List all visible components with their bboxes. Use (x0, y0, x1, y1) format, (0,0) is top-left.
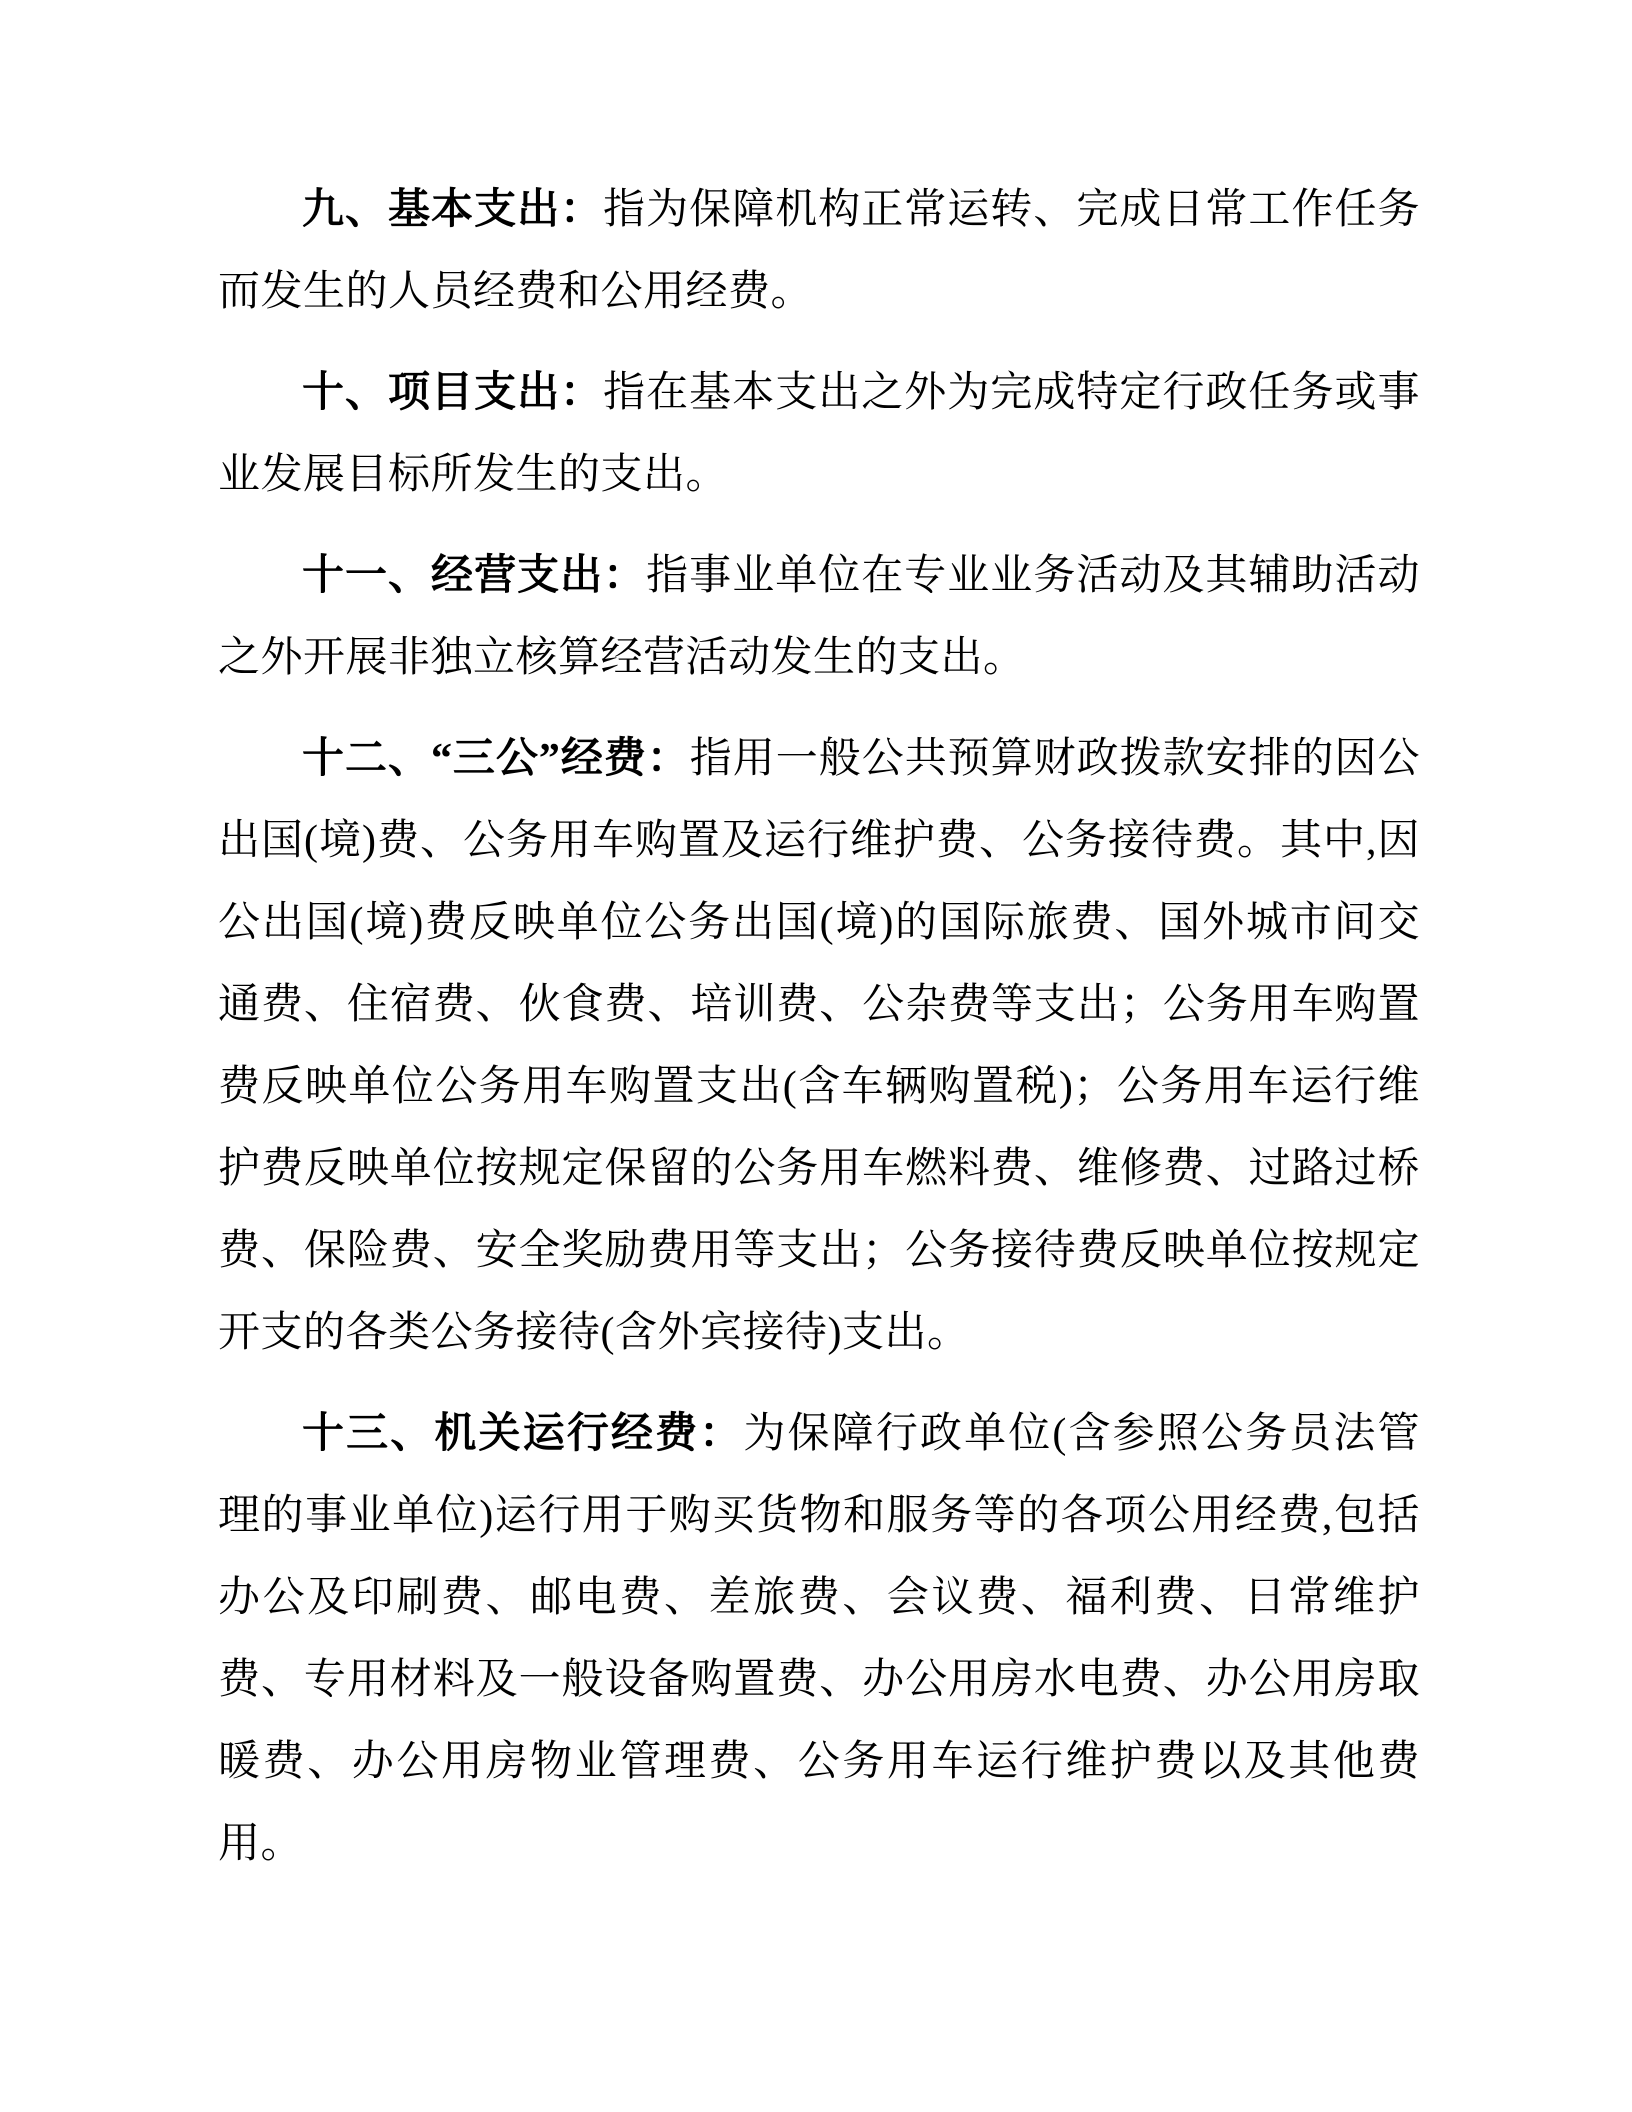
paragraph-heading: 十二、“三公”经费： (302, 736, 690, 782)
paragraph-heading: 十一、经营支出： (302, 553, 647, 599)
paragraph-body: 指在基本支出之外为完成特定行政任务或事业发展目标所发生的支出。 (218, 370, 1420, 498)
paragraph-body: 指为保障机构正常运转、完成日常工作任务而发生的人员经费和公用经费。 (218, 187, 1420, 315)
paragraph-project-expenditure (218, 352, 1420, 516)
paragraph-basic-expenditure (218, 169, 1420, 333)
paragraph-heading: 十三、机关运行经费： (302, 1411, 744, 1457)
paragraph-three-public-funds (218, 718, 1420, 1374)
paragraph-operating-expenditure (218, 535, 1420, 699)
document-text-block (218, 169, 1420, 1885)
paragraph-body: 指用一般公共预算财政拨款安排的因公出国(境)费、公务用车购置及运行维护费、公务接待费。其中,因公出国(境)费反映单位公务出国(境)的国际旅费、国外城市间交通费、住宿费、伙食费、培训费、公杂费等支出；公务用车购置费反映单位公务用车购置支出(含车辆购置税)；公务用车运行维护费反映单位按规定保留的公务用车燃料费、维修费、过路过桥费、保险费、安全奖励费用等支出；公务接待费反映单位按规定开支的各类公务接待(含外宾接待)支出。 (218, 736, 1420, 1356)
paragraph-heading: 十、项目支出： (302, 370, 604, 416)
paragraph-agency-operating-funds (218, 1393, 1420, 1885)
paragraph-body: 指事业单位在专业业务活动及其辅助活动之外开展非独立核算经营活动发生的支出。 (218, 553, 1420, 681)
paragraph-heading: 九、基本支出： (302, 187, 604, 233)
paragraph-body: 为保障行政单位(含参照公务员法管理的事业单位)运行用于购买货物和服务等的各项公用经费,包括办公及印刷费、邮电费、差旅费、会议费、福利费、日常维护费、专用材料及一般设备购置费、办公用房水电费、办公用房取暖费、办公用房物业管理费、公务用车运行维护费以及其他费用。 (218, 1411, 1420, 1867)
